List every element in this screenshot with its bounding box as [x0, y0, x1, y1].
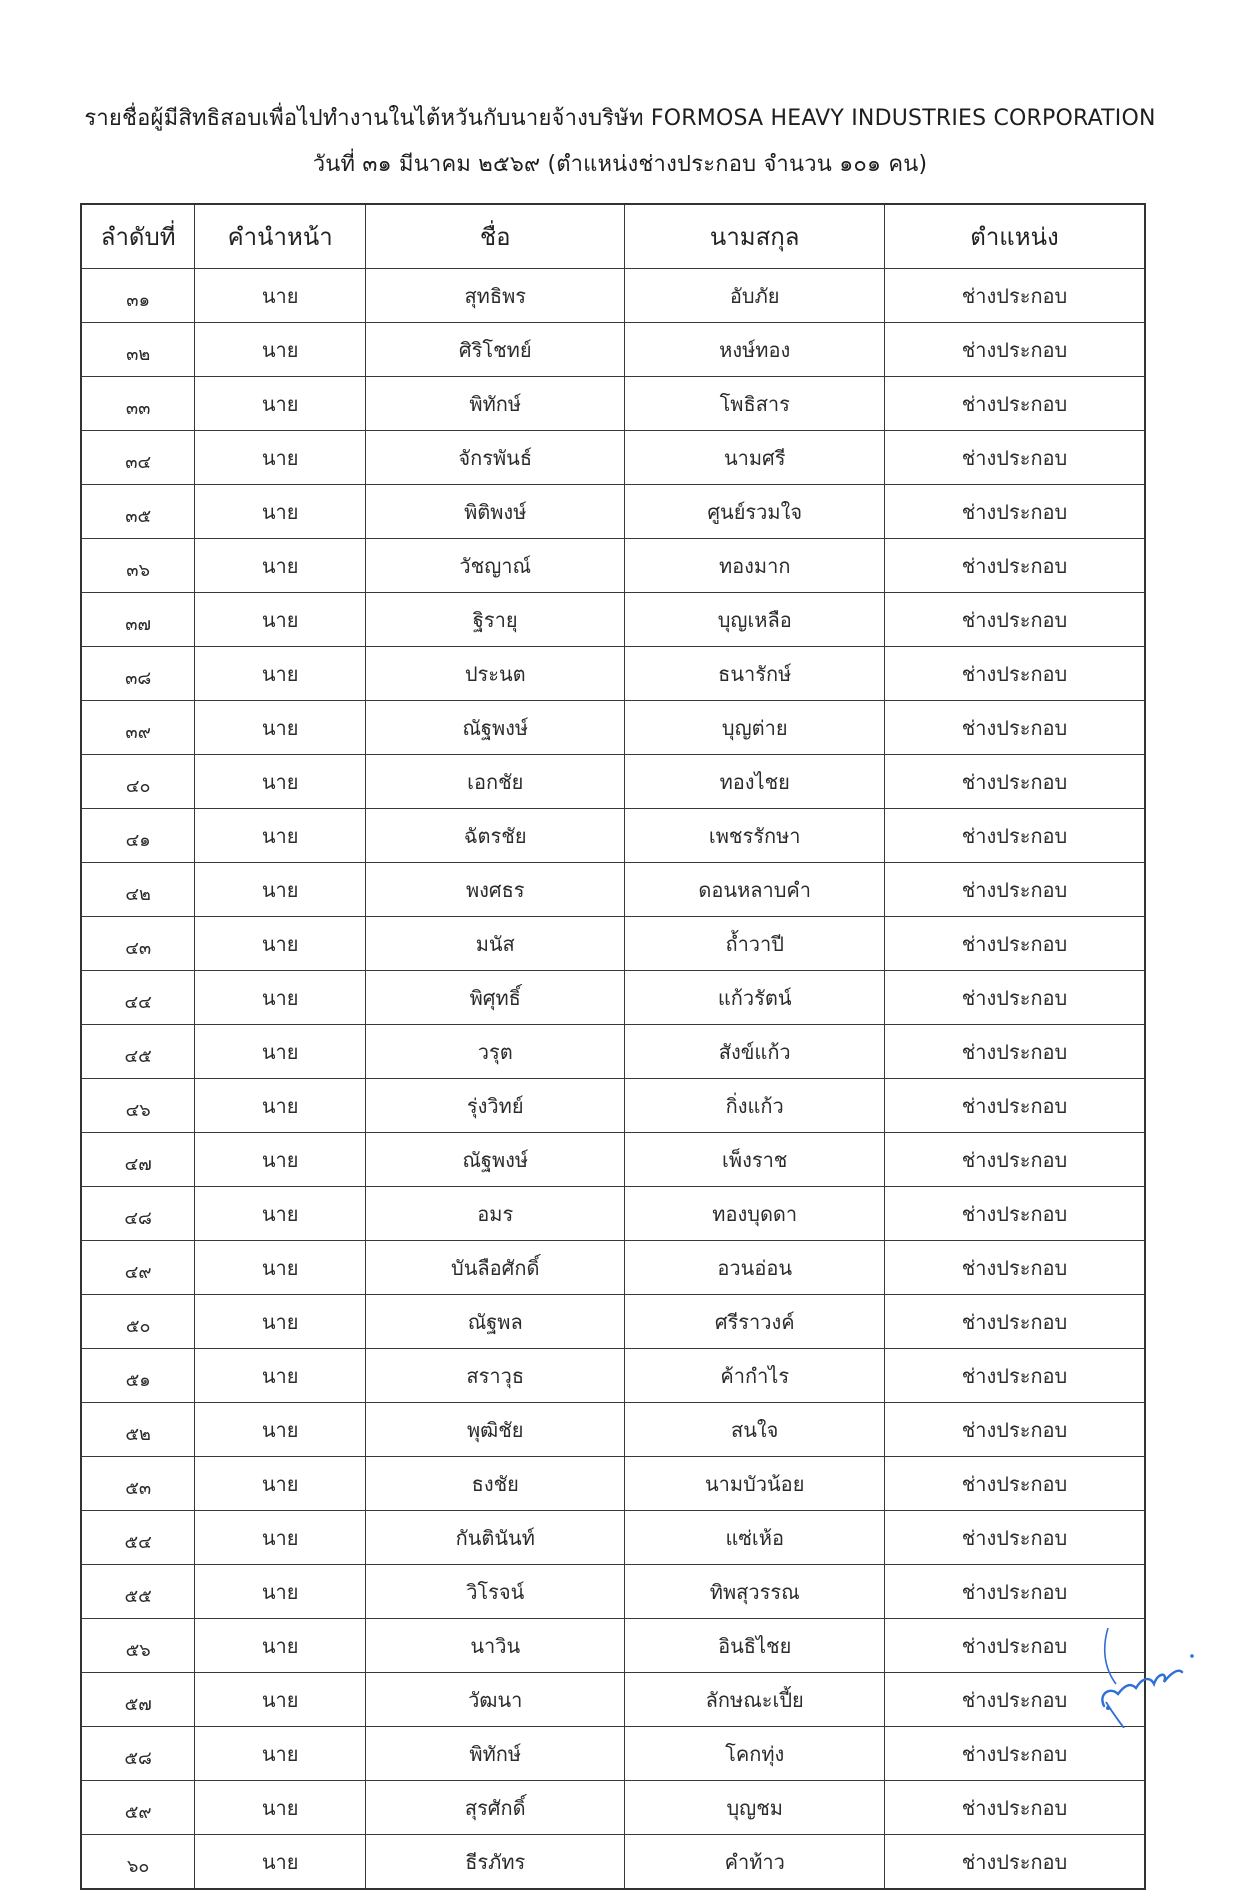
- row-first-name: พิทักษ์: [366, 377, 625, 431]
- row-last-name: หงษ์ทอง: [625, 323, 885, 377]
- row-number: ๕๗: [81, 1673, 195, 1727]
- table-row: [81, 917, 1145, 971]
- row-number: ๔๒: [81, 863, 195, 917]
- row-prefix: นาย: [195, 539, 366, 593]
- table-row: [81, 269, 1145, 323]
- row-number: ๓๓: [81, 377, 195, 431]
- row-last-name: โพธิสาร: [625, 377, 885, 431]
- row-last-name: อวนอ่อน: [625, 1241, 885, 1295]
- row-last-name: นามศรี: [625, 431, 885, 485]
- row-last-name: อินธิไชย: [625, 1619, 885, 1673]
- table-row: [81, 1295, 1145, 1349]
- row-last-name: แก้วรัตน์: [625, 971, 885, 1025]
- row-last-name: ทิพสุวรรณ: [625, 1565, 885, 1619]
- row-prefix: นาย: [195, 647, 366, 701]
- header-position: ตำแหน่ง: [884, 204, 1145, 269]
- row-last-name: คำท้าว: [625, 1835, 885, 1890]
- row-number: ๕๒: [81, 1403, 195, 1457]
- row-prefix: นาย: [195, 1511, 366, 1565]
- row-last-name: แซ่เห้อ: [625, 1511, 885, 1565]
- row-position: ช่างประกอบ: [884, 1241, 1145, 1295]
- row-last-name: บุญต่าย: [625, 701, 885, 755]
- table-row: [81, 323, 1145, 377]
- table-row: [81, 377, 1145, 431]
- row-first-name: ณัฐพงษ์: [366, 701, 625, 755]
- row-prefix: นาย: [195, 863, 366, 917]
- row-number: ๕๓: [81, 1457, 195, 1511]
- row-prefix: นาย: [195, 1619, 366, 1673]
- row-position: ช่างประกอบ: [884, 971, 1145, 1025]
- table-row: [81, 863, 1145, 917]
- row-position: ช่างประกอบ: [884, 701, 1145, 755]
- row-number: ๕๐: [81, 1295, 195, 1349]
- row-number: ๔๖: [81, 1079, 195, 1133]
- row-number: ๓๕: [81, 485, 195, 539]
- row-prefix: นาย: [195, 809, 366, 863]
- row-first-name: วิโรจน์: [366, 1565, 625, 1619]
- row-number: ๕๔: [81, 1511, 195, 1565]
- row-position: ช่างประกอบ: [884, 1835, 1145, 1890]
- row-first-name: สุทธิพร: [366, 269, 625, 323]
- row-prefix: นาย: [195, 1781, 366, 1835]
- row-number: ๔๑: [81, 809, 195, 863]
- row-position: ช่างประกอบ: [884, 377, 1145, 431]
- row-last-name: อับภัย: [625, 269, 885, 323]
- row-first-name: ประนต: [366, 647, 625, 701]
- row-last-name: ทองไชย: [625, 755, 885, 809]
- row-position: ช่างประกอบ: [884, 1511, 1145, 1565]
- row-first-name: กันตินันท์: [366, 1511, 625, 1565]
- table-row: [81, 647, 1145, 701]
- table-row: [81, 593, 1145, 647]
- row-position: ช่างประกอบ: [884, 1403, 1145, 1457]
- row-first-name: พิทักษ์: [366, 1727, 625, 1781]
- row-first-name: เอกชัย: [366, 755, 625, 809]
- row-last-name: บุญชม: [625, 1781, 885, 1835]
- row-last-name: เพชรรักษา: [625, 809, 885, 863]
- row-prefix: นาย: [195, 1241, 366, 1295]
- row-position: ช่างประกอบ: [884, 1079, 1145, 1133]
- row-last-name: เพ็งราช: [625, 1133, 885, 1187]
- header-first-name: ชื่อ: [366, 204, 625, 269]
- row-prefix: นาย: [195, 1565, 366, 1619]
- table-row: [81, 809, 1145, 863]
- table-row: [81, 701, 1145, 755]
- row-prefix: นาย: [195, 269, 366, 323]
- table-row: [81, 1025, 1145, 1079]
- row-number: ๔๐: [81, 755, 195, 809]
- row-first-name: สราวุธ: [366, 1349, 625, 1403]
- row-number: ๓๙: [81, 701, 195, 755]
- row-position: ช่างประกอบ: [884, 1295, 1145, 1349]
- row-prefix: นาย: [195, 485, 366, 539]
- row-last-name: ค้ากำไร: [625, 1349, 885, 1403]
- row-position: ช่างประกอบ: [884, 1565, 1145, 1619]
- table-row: [81, 1619, 1145, 1673]
- table-row: [81, 971, 1145, 1025]
- row-first-name: ฉัตรชัย: [366, 809, 625, 863]
- table-row: [81, 1673, 1145, 1727]
- table-row: [81, 1511, 1145, 1565]
- table-row: [81, 539, 1145, 593]
- row-number: ๕๑: [81, 1349, 195, 1403]
- row-position: ช่างประกอบ: [884, 1673, 1145, 1727]
- row-prefix: นาย: [195, 1457, 366, 1511]
- table-row: [81, 1403, 1145, 1457]
- row-last-name: ศูนย์รวมใจ: [625, 485, 885, 539]
- row-last-name: ลักษณะเปี้ย: [625, 1673, 885, 1727]
- row-last-name: ธนารักษ์: [625, 647, 885, 701]
- row-number: ๔๕: [81, 1025, 195, 1079]
- row-number: ๕๕: [81, 1565, 195, 1619]
- row-number: ๖๐: [81, 1835, 195, 1890]
- row-first-name: พุฒิชัย: [366, 1403, 625, 1457]
- row-position: ช่างประกอบ: [884, 1349, 1145, 1403]
- row-number: ๓๘: [81, 647, 195, 701]
- row-position: ช่างประกอบ: [884, 809, 1145, 863]
- row-prefix: นาย: [195, 323, 366, 377]
- row-number: ๓๔: [81, 431, 195, 485]
- row-first-name: นาวิน: [366, 1619, 625, 1673]
- row-first-name: วัฒนา: [366, 1673, 625, 1727]
- row-last-name: บุญเหลือ: [625, 593, 885, 647]
- row-position: ช่างประกอบ: [884, 1457, 1145, 1511]
- row-prefix: นาย: [195, 1673, 366, 1727]
- table-header-row: [81, 204, 1145, 269]
- table-row: [81, 431, 1145, 485]
- table-row: [81, 485, 1145, 539]
- row-position: ช่างประกอบ: [884, 755, 1145, 809]
- table-row: [81, 1349, 1145, 1403]
- row-number: ๔๓: [81, 917, 195, 971]
- candidate-table: [80, 203, 1146, 1890]
- row-position: ช่างประกอบ: [884, 1025, 1145, 1079]
- table-row: [81, 1241, 1145, 1295]
- row-number: ๕๙: [81, 1781, 195, 1835]
- table-row: [81, 755, 1145, 809]
- row-first-name: วัชญาณ์: [366, 539, 625, 593]
- row-position: ช่างประกอบ: [884, 1727, 1145, 1781]
- row-first-name: จักรพันธ์: [366, 431, 625, 485]
- row-first-name: ฐิรายุ: [366, 593, 625, 647]
- row-first-name: วรุต: [366, 1025, 625, 1079]
- row-last-name: ทองบุดดา: [625, 1187, 885, 1241]
- row-prefix: นาย: [195, 1349, 366, 1403]
- row-position: ช่างประกอบ: [884, 323, 1145, 377]
- row-prefix: นาย: [195, 917, 366, 971]
- row-prefix: นาย: [195, 1835, 366, 1890]
- row-position: ช่างประกอบ: [884, 647, 1145, 701]
- row-prefix: นาย: [195, 431, 366, 485]
- table-row: [81, 1079, 1145, 1133]
- row-position: ช่างประกอบ: [884, 539, 1145, 593]
- document-title: รายชื่อผู้มีสิทธิสอบเพื่อไปทำงานในไต้หวันกับนายจ้างบริษัท FORMOSA HEAVY INDUSTRIES CORPORATION: [84, 106, 1156, 131]
- row-position: ช่างประกอบ: [884, 917, 1145, 971]
- row-prefix: นาย: [195, 1187, 366, 1241]
- row-last-name: สังข์แก้ว: [625, 1025, 885, 1079]
- row-first-name: ณัฐพงษ์: [366, 1133, 625, 1187]
- header-prefix: คำนำหน้า: [195, 204, 366, 269]
- row-number: ๓๖: [81, 539, 195, 593]
- table-row: [81, 1133, 1145, 1187]
- row-prefix: นาย: [195, 593, 366, 647]
- row-position: ช่างประกอบ: [884, 1781, 1145, 1835]
- row-position: ช่างประกอบ: [884, 431, 1145, 485]
- header-order-number: ลำดับที่: [81, 204, 195, 269]
- row-number: ๔๙: [81, 1241, 195, 1295]
- row-number: ๔๘: [81, 1187, 195, 1241]
- row-prefix: นาย: [195, 755, 366, 809]
- row-position: ช่างประกอบ: [884, 485, 1145, 539]
- row-number: ๕๘: [81, 1727, 195, 1781]
- row-first-name: มนัส: [366, 917, 625, 971]
- row-position: ช่างประกอบ: [884, 1619, 1145, 1673]
- row-position: ช่างประกอบ: [884, 1133, 1145, 1187]
- row-last-name: กิ่งแก้ว: [625, 1079, 885, 1133]
- row-first-name: พิติพงษ์: [366, 485, 625, 539]
- row-position: ช่างประกอบ: [884, 593, 1145, 647]
- row-number: ๓๑: [81, 269, 195, 323]
- row-prefix: นาย: [195, 1025, 366, 1079]
- row-last-name: โคกทุ่ง: [625, 1727, 885, 1781]
- row-first-name: อมร: [366, 1187, 625, 1241]
- row-first-name: ธงชัย: [366, 1457, 625, 1511]
- row-prefix: นาย: [195, 377, 366, 431]
- row-prefix: นาย: [195, 1727, 366, 1781]
- row-prefix: นาย: [195, 1133, 366, 1187]
- row-number: ๓๗: [81, 593, 195, 647]
- row-first-name: พิศุทธิ์: [366, 971, 625, 1025]
- header-last-name: นามสกุล: [625, 204, 885, 269]
- table-row: [81, 1187, 1145, 1241]
- row-prefix: นาย: [195, 1403, 366, 1457]
- table-row: [81, 1565, 1145, 1619]
- row-last-name: ศรีราวงค์: [625, 1295, 885, 1349]
- table-row: [81, 1781, 1145, 1835]
- row-last-name: ทองมาก: [625, 539, 885, 593]
- row-position: ช่างประกอบ: [884, 863, 1145, 917]
- row-number: ๔๔: [81, 971, 195, 1025]
- row-last-name: ถ้ำวาปี: [625, 917, 885, 971]
- row-number: ๕๖: [81, 1619, 195, 1673]
- document-subtitle: วันที่ ๓๑ มีนาคม ๒๕๖๙ (ตำแหน่งช่างประกอบ จำนวน ๑๐๑ คน): [312, 152, 928, 177]
- table-row: [81, 1727, 1145, 1781]
- row-first-name: ศิริโชทย์: [366, 323, 625, 377]
- table-row: [81, 1457, 1145, 1511]
- row-first-name: รุ่งวิทย์: [366, 1079, 625, 1133]
- row-first-name: พงศธร: [366, 863, 625, 917]
- row-last-name: สนใจ: [625, 1403, 885, 1457]
- row-last-name: นามบัวน้อย: [625, 1457, 885, 1511]
- handwritten-signature: [1098, 1628, 1198, 1728]
- row-prefix: นาย: [195, 1295, 366, 1349]
- row-first-name: บันลือศักดิ์: [366, 1241, 625, 1295]
- row-first-name: ธีรภัทร: [366, 1835, 625, 1890]
- row-prefix: นาย: [195, 1079, 366, 1133]
- row-last-name: ดอนหลาบคำ: [625, 863, 885, 917]
- row-first-name: สุรศักดิ์: [366, 1781, 625, 1835]
- row-number: ๔๗: [81, 1133, 195, 1187]
- row-prefix: นาย: [195, 701, 366, 755]
- row-position: ช่างประกอบ: [884, 269, 1145, 323]
- row-number: ๓๒: [81, 323, 195, 377]
- row-prefix: นาย: [195, 971, 366, 1025]
- row-position: ช่างประกอบ: [884, 1187, 1145, 1241]
- row-first-name: ณัฐพล: [366, 1295, 625, 1349]
- table-row: [81, 1835, 1145, 1890]
